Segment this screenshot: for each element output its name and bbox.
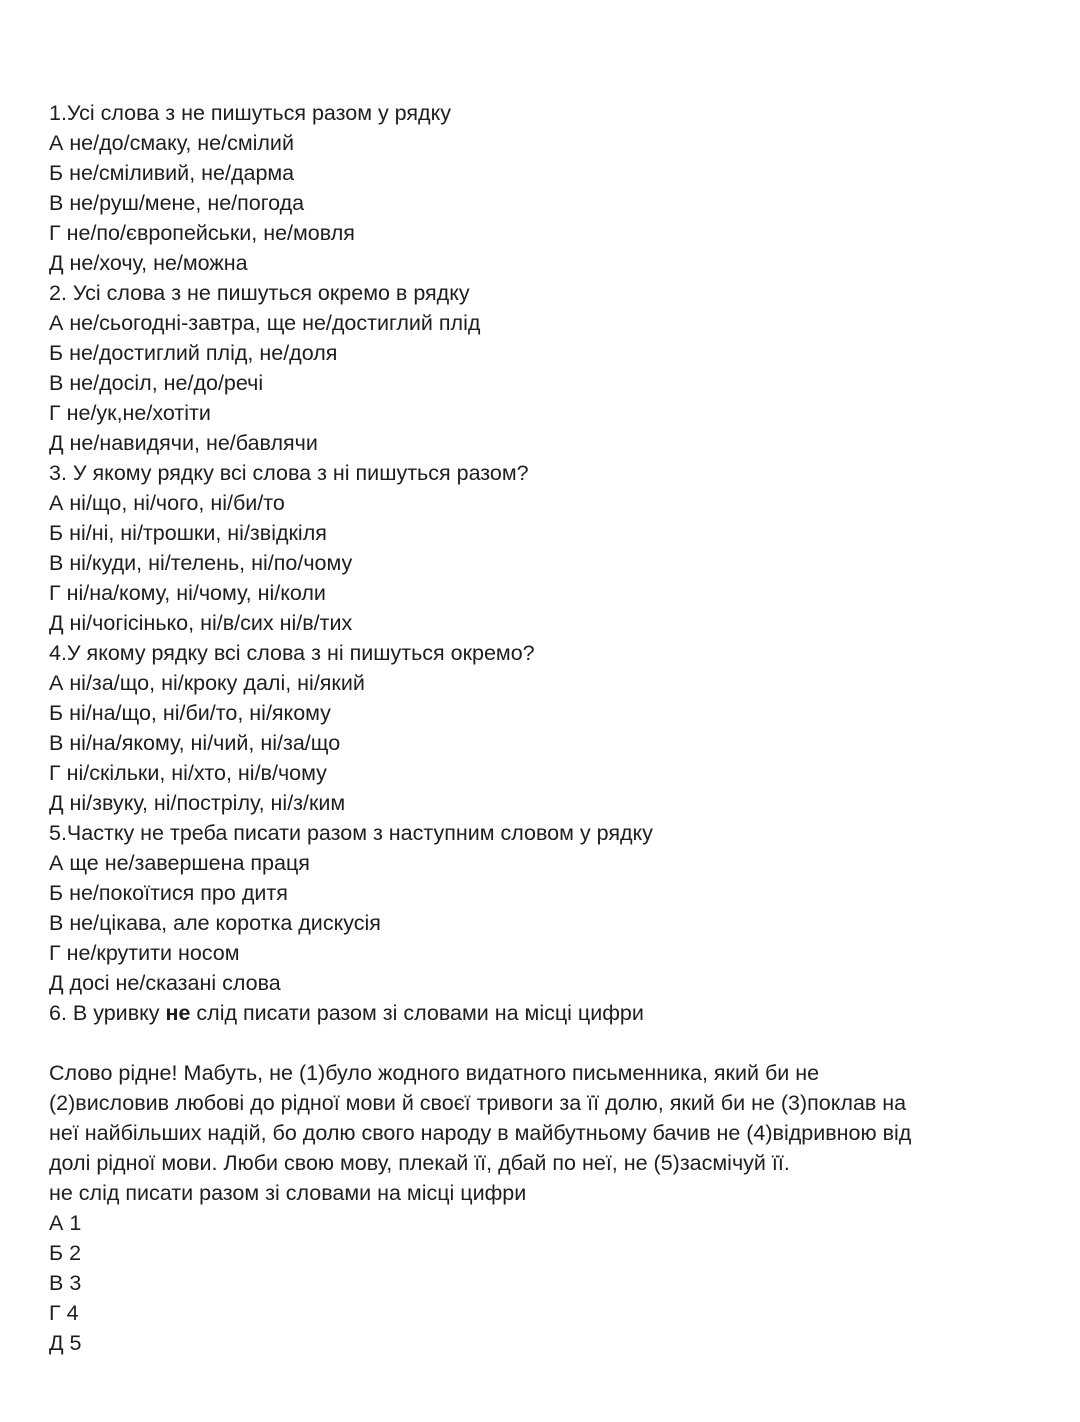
question-5-option-v: В не/цікава, але коротка дискусія [49, 911, 381, 935]
question-4-option-b: Б ні/на/що, ні/би/то, ні/якому [49, 701, 331, 725]
question-6-suffix: слід писати разом зі словами на місці цифри [190, 1001, 644, 1025]
question-3-option-h: Г ні/на/кому, ні/чому, ні/коли [49, 581, 326, 605]
question-6-option-d: Д 5 [49, 1331, 82, 1355]
question-5-option-b: Б не/покоїтися про дитя [49, 881, 288, 905]
question-1-prompt: 1.Усі слова з не пишуться разом у рядку [49, 101, 451, 125]
question-2-option-v: В не/досіл, не/до/речі [49, 371, 264, 395]
question-6-option-v: В 3 [49, 1271, 82, 1295]
question-4-option-h: Г ні/скільки, ні/хто, ні/в/чому [49, 761, 327, 785]
question-6-repeat: не слід писати разом зі словами на місці цифри [49, 1181, 527, 1205]
question-1-option-b: Б не/сміливий, не/дарма [49, 161, 295, 185]
question-2-option-d: Д не/навидячи, не/бавлячи [49, 431, 318, 455]
question-4-option-a: А ні/за/що, ні/кроку далі, ні/який [49, 671, 365, 695]
question-1-option-a: А не/до/смаку, не/смілий [49, 131, 294, 155]
question-3-option-d: Д ні/чогісінько, ні/в/сих ні/в/тих [49, 611, 353, 635]
document-page [49, 98, 1039, 1358]
question-2-option-h: Г не/ук,не/хотіти [49, 401, 211, 425]
question-6-prefix: 6. В уривку [49, 1001, 166, 1025]
question-5-option-h: Г не/крутити носом [49, 941, 240, 965]
question-6-option-a: А 1 [49, 1211, 82, 1235]
question-2-prompt: 2. Усі слова з не пишуться окремо в рядку [49, 281, 470, 305]
passage-line-1: Слово рідне! Мабуть, не (1)було жодного видатного письменника, який би не [49, 1061, 820, 1085]
question-1-option-v: В не/руш/мене, не/погода [49, 191, 305, 215]
passage-line-3: неї найбільших надій, бо долю свого народу в майбутньому бачив не (4)відривною від [49, 1121, 912, 1145]
question-2-option-b: Б не/достиглий плід, не/доля [49, 341, 338, 365]
blank-line [49, 1028, 1039, 1058]
question-3-prompt: 3. У якому рядку всі слова з ні пишуться разом? [49, 461, 529, 485]
question-6-option-h: Г 4 [49, 1301, 79, 1325]
question-1-option-h: Г не/по/європейськи, не/мовля [49, 221, 355, 245]
question-4-option-d: Д ні/звуку, ні/пострілу, ні/з/ким [49, 791, 346, 815]
question-2-option-a: А не/сьогодні-завтра, ще не/достиглий плід [49, 311, 481, 335]
question-4-prompt: 4.У якому рядку всі слова з ні пишуться окремо? [49, 641, 535, 665]
question-3-option-a: А ні/що, ні/чого, ні/би/то [49, 491, 285, 515]
passage-line-4: долі рідної мови. Люби свою мову, плекай її, дбай по неї, не (5)засмічуй її. [49, 1151, 790, 1175]
question-6-option-b: Б 2 [49, 1241, 82, 1265]
question-1-option-d: Д не/хочу, не/можна [49, 251, 248, 275]
question-4-option-v: В ні/на/якому, ні/чий, ні/за/що [49, 731, 341, 755]
question-5-option-a: А ще не/завершена праця [49, 851, 310, 875]
question-5-option-d: Д досі не/сказані слова [49, 971, 281, 995]
question-5-prompt: 5.Частку не треба писати разом з наступним словом у рядку [49, 821, 653, 845]
question-6-bold-particle: не [165, 1001, 191, 1025]
passage-line-2: (2)висловив любові до рідної мови й своєї тривоги за її долю, який би не (3)поклав на [49, 1091, 907, 1115]
question-3-option-v: В ні/куди, ні/телень, ні/по/чому [49, 551, 353, 575]
question-6-prompt [49, 998, 1039, 1028]
question-3-option-b: Б ні/ні, ні/трошки, ні/звідкіля [49, 521, 327, 545]
